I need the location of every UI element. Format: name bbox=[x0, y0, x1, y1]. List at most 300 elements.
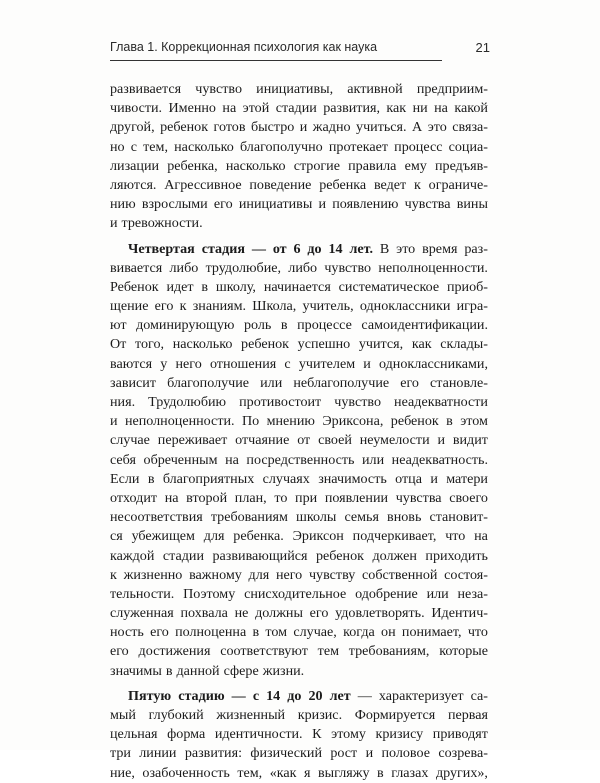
text-line bbox=[110, 566, 488, 585]
word: неадекватность. bbox=[391, 451, 488, 468]
word: склады- bbox=[440, 336, 488, 353]
word: насколько bbox=[225, 157, 286, 174]
word: ребенка bbox=[319, 176, 367, 193]
word: или bbox=[362, 451, 385, 468]
word: созрева- bbox=[438, 745, 488, 762]
word: себя bbox=[110, 451, 136, 468]
word: ние, bbox=[110, 764, 135, 781]
word: в bbox=[201, 278, 209, 295]
text-line bbox=[110, 585, 488, 604]
word: развивающийся bbox=[212, 547, 308, 564]
word: развития, bbox=[323, 100, 380, 117]
word: жадно bbox=[312, 119, 351, 136]
bold-word: 6 bbox=[293, 240, 301, 257]
word: отношения bbox=[209, 355, 277, 372]
word: подчеркивает, bbox=[352, 528, 437, 545]
bold-word: до bbox=[307, 240, 322, 257]
word: знаниям. bbox=[192, 298, 247, 315]
word: начинается bbox=[263, 278, 331, 295]
text-line bbox=[110, 642, 488, 661]
word: неумелости bbox=[359, 432, 430, 449]
body-text bbox=[110, 80, 488, 783]
bold-word: — bbox=[251, 240, 266, 257]
word: но bbox=[110, 138, 125, 155]
word: своего bbox=[449, 489, 488, 506]
word: По bbox=[241, 413, 260, 430]
word: его bbox=[309, 605, 329, 622]
word: половое bbox=[381, 745, 430, 762]
word: важному bbox=[189, 566, 242, 583]
word: на bbox=[474, 528, 488, 545]
word: рост bbox=[330, 745, 358, 762]
bold-word: с bbox=[252, 687, 260, 704]
text-line bbox=[110, 99, 488, 118]
word: готов bbox=[213, 119, 246, 136]
bold-word: до bbox=[287, 687, 302, 704]
word: лизации bbox=[110, 157, 160, 174]
word: нию bbox=[110, 196, 136, 213]
word: социа- bbox=[448, 138, 488, 155]
word: его bbox=[150, 624, 169, 641]
word: чувство bbox=[324, 259, 372, 276]
word: значимы bbox=[110, 662, 162, 679]
paragraph-2 bbox=[110, 240, 488, 681]
word: характеризует bbox=[378, 687, 464, 704]
word: глубокий bbox=[148, 707, 204, 723]
chapter-title: Глава 1. Коррекционная психология как наука bbox=[110, 40, 378, 54]
word: благоприятных bbox=[162, 470, 255, 487]
text-line bbox=[110, 157, 488, 176]
word: Если bbox=[110, 470, 140, 487]
word: к bbox=[414, 176, 421, 193]
word: понимает, bbox=[401, 624, 462, 641]
word: Эриксона, bbox=[322, 413, 384, 430]
word: либо bbox=[288, 259, 318, 276]
word: Ребенок bbox=[110, 278, 159, 295]
text-line bbox=[110, 214, 488, 233]
word: него bbox=[275, 566, 303, 583]
word: при bbox=[295, 489, 318, 506]
text-line bbox=[110, 176, 488, 195]
word: школу, bbox=[215, 278, 256, 295]
word: систематическое bbox=[338, 278, 440, 295]
word: доминирующую bbox=[136, 317, 235, 334]
word: состоя- bbox=[444, 566, 488, 583]
word: тем bbox=[317, 643, 339, 660]
word: вновь bbox=[387, 509, 422, 526]
word: или bbox=[260, 374, 283, 391]
word: Эриксон bbox=[292, 528, 344, 545]
word: приходить bbox=[425, 547, 488, 564]
word: ребенка. bbox=[233, 528, 284, 545]
word: ся bbox=[110, 528, 123, 545]
word: план, bbox=[234, 489, 267, 506]
word: что bbox=[467, 624, 488, 641]
word: Идентич- bbox=[431, 605, 488, 622]
word: жизни. bbox=[262, 662, 305, 679]
word: похвала bbox=[180, 605, 228, 622]
word: ему bbox=[404, 157, 427, 174]
text-line bbox=[110, 547, 488, 566]
text-line bbox=[110, 374, 488, 393]
word: предъяв- bbox=[435, 157, 488, 174]
text-line bbox=[110, 138, 488, 157]
word: к bbox=[179, 298, 187, 315]
text-line bbox=[110, 725, 488, 744]
word: тем, bbox=[237, 764, 263, 781]
word: одноклассники bbox=[359, 298, 451, 315]
word: того, bbox=[135, 336, 165, 353]
word: семья bbox=[344, 509, 379, 526]
bold-word: — bbox=[231, 687, 246, 704]
word: тревожности. bbox=[121, 215, 203, 232]
word: Формируется bbox=[354, 707, 436, 723]
word: случаях bbox=[262, 470, 310, 487]
word: Поэтому bbox=[183, 585, 236, 602]
word: и bbox=[437, 432, 446, 449]
bold-word: 20 bbox=[308, 687, 323, 704]
word: значимость bbox=[318, 470, 387, 487]
word: предприим- bbox=[416, 81, 488, 97]
text-line bbox=[110, 527, 488, 546]
header-rule bbox=[110, 60, 442, 61]
word: тельности. bbox=[110, 585, 175, 602]
word: неполноценности. bbox=[124, 413, 235, 430]
word: и bbox=[110, 215, 118, 232]
word: полноценна bbox=[175, 624, 247, 641]
word: для bbox=[248, 566, 270, 583]
bold-word: Пятую bbox=[128, 687, 172, 704]
word: собственной bbox=[362, 566, 438, 583]
word: ребенок bbox=[316, 547, 364, 564]
word: его bbox=[154, 298, 174, 315]
word: Именно bbox=[168, 100, 216, 117]
word: и bbox=[363, 355, 371, 372]
bold-word: Четвертая bbox=[128, 240, 195, 257]
text-line bbox=[110, 744, 488, 763]
word: благополучие bbox=[167, 374, 250, 391]
word: в bbox=[446, 413, 453, 430]
word: игра- bbox=[456, 298, 488, 315]
word: ют bbox=[110, 317, 127, 334]
word: и bbox=[365, 745, 374, 762]
word: с bbox=[130, 138, 137, 155]
word: это bbox=[427, 119, 447, 136]
word: неполноценности. bbox=[378, 259, 488, 276]
word: взрослыми bbox=[141, 196, 208, 213]
bold-word: лет. bbox=[349, 240, 373, 257]
word: учитель, bbox=[302, 298, 354, 315]
word: другой, bbox=[110, 119, 155, 136]
word: неза- bbox=[457, 585, 488, 602]
word: не bbox=[234, 605, 249, 622]
word: Агрессивное bbox=[164, 176, 242, 193]
text-line bbox=[110, 278, 488, 297]
word: время bbox=[422, 240, 458, 257]
word: снисходительное bbox=[244, 585, 347, 602]
bold-word: стадию bbox=[178, 687, 225, 704]
word: активной bbox=[347, 81, 403, 97]
word: Трудолюбию bbox=[148, 394, 227, 410]
word: какой bbox=[454, 100, 488, 117]
word: самоидентификации. bbox=[361, 317, 488, 334]
word: быстро bbox=[250, 119, 295, 136]
text-line bbox=[110, 80, 488, 99]
word: идентичности. bbox=[214, 726, 303, 743]
word: щение bbox=[110, 298, 149, 315]
word: второй bbox=[186, 489, 228, 506]
text-line bbox=[110, 470, 488, 489]
word: ния. bbox=[110, 394, 136, 410]
text-line bbox=[110, 335, 488, 354]
bold-word: лет bbox=[329, 687, 351, 704]
bold-word: 14 bbox=[266, 687, 281, 704]
word: соответствуют bbox=[220, 643, 308, 660]
word: становит- bbox=[429, 509, 488, 526]
word: на bbox=[434, 100, 448, 117]
word: одобрение bbox=[355, 585, 418, 602]
word: его bbox=[213, 196, 233, 213]
word: ни bbox=[412, 100, 428, 117]
word: от bbox=[297, 432, 311, 449]
word: процесс bbox=[394, 138, 443, 155]
word: должен bbox=[372, 547, 417, 564]
word: для bbox=[203, 528, 225, 545]
word: каждой bbox=[110, 547, 155, 564]
word: чувства bbox=[395, 489, 442, 506]
word: выгляжу bbox=[318, 764, 370, 781]
word: несоответствия bbox=[110, 509, 203, 526]
word: отца bbox=[395, 470, 422, 487]
word: инициативы bbox=[238, 196, 313, 213]
word: это bbox=[396, 240, 416, 257]
word: в bbox=[252, 624, 260, 641]
word: посредственность bbox=[246, 451, 355, 468]
word: достижения bbox=[138, 643, 211, 660]
word: или bbox=[426, 585, 449, 602]
word: него bbox=[175, 355, 202, 372]
word: требованиям, bbox=[348, 643, 430, 660]
text-line bbox=[110, 662, 488, 681]
word: тем, bbox=[143, 138, 168, 155]
text-line bbox=[110, 316, 488, 335]
word: ность bbox=[110, 624, 144, 641]
word: ребенок bbox=[390, 413, 439, 430]
word: и bbox=[318, 196, 327, 213]
text-line bbox=[110, 623, 488, 642]
text-line bbox=[110, 431, 488, 450]
text-line bbox=[110, 297, 488, 316]
word: убежищем bbox=[131, 528, 195, 545]
word: данной bbox=[176, 662, 220, 679]
word: отчаяние bbox=[235, 432, 290, 449]
word: отходит bbox=[110, 489, 158, 506]
word: раз- bbox=[464, 240, 488, 257]
word: неадекватности bbox=[394, 394, 488, 410]
word: появлении bbox=[324, 489, 389, 506]
word: роль bbox=[243, 317, 272, 334]
bold-word: стадия bbox=[201, 240, 245, 257]
word: связа- bbox=[452, 119, 488, 136]
word: ребенок bbox=[160, 119, 209, 136]
word: удовлетворять. bbox=[335, 605, 425, 622]
word: в bbox=[377, 764, 384, 781]
word: чувство bbox=[334, 394, 381, 410]
word: физический bbox=[250, 745, 322, 762]
word: должны bbox=[255, 605, 303, 622]
word: ведет bbox=[373, 176, 407, 193]
word: процессе bbox=[297, 317, 352, 334]
word: у bbox=[160, 355, 168, 372]
word: чивости. bbox=[110, 100, 163, 117]
word: на bbox=[225, 451, 239, 468]
word: появлению bbox=[332, 196, 399, 213]
word: учится, bbox=[358, 336, 404, 353]
word: и bbox=[430, 470, 438, 487]
word: этом bbox=[460, 413, 488, 430]
word: и bbox=[110, 413, 118, 430]
word: ребенок bbox=[241, 336, 290, 353]
word: развития: bbox=[184, 745, 242, 762]
word: к bbox=[110, 566, 117, 583]
text-line bbox=[110, 451, 488, 470]
word: становле- bbox=[430, 374, 488, 391]
text-line bbox=[110, 508, 488, 527]
word: насколько bbox=[172, 336, 233, 353]
word: мый bbox=[110, 707, 136, 723]
word: случае bbox=[110, 432, 150, 449]
text-line bbox=[110, 489, 488, 508]
word: одноклассниками, bbox=[378, 355, 488, 372]
word: протекает bbox=[328, 138, 389, 155]
word: инициативы, bbox=[256, 81, 334, 97]
word: жизненный bbox=[216, 707, 286, 723]
word: сфере bbox=[223, 662, 259, 679]
word: линии bbox=[139, 745, 177, 762]
word: «как bbox=[269, 764, 297, 781]
word: развивается bbox=[110, 81, 182, 97]
word: вивается bbox=[110, 259, 163, 276]
running-header bbox=[110, 38, 490, 60]
word: противостоит bbox=[239, 394, 322, 410]
word: кризису bbox=[375, 726, 424, 743]
word: цельная bbox=[110, 726, 158, 743]
text-line bbox=[110, 240, 488, 259]
text-line bbox=[110, 195, 488, 214]
bold-word: от bbox=[272, 240, 287, 257]
word: его bbox=[110, 643, 129, 660]
word: вины bbox=[456, 196, 488, 213]
text-line bbox=[110, 393, 488, 412]
word: са- bbox=[470, 687, 488, 704]
word: Школа, bbox=[252, 298, 297, 315]
paragraph-3 bbox=[110, 687, 488, 783]
word: трудолюбие, bbox=[205, 259, 282, 276]
word: строгие bbox=[293, 157, 340, 174]
word: идет bbox=[166, 278, 194, 295]
word: школы bbox=[295, 509, 337, 526]
text-line bbox=[110, 412, 488, 431]
paragraph-1 bbox=[110, 80, 488, 234]
word: том bbox=[265, 624, 288, 641]
word: три bbox=[110, 745, 131, 762]
word: учиться. bbox=[356, 119, 407, 136]
text-line bbox=[110, 259, 488, 278]
word: видит bbox=[452, 432, 488, 449]
word: стадии bbox=[275, 100, 317, 117]
word: От bbox=[110, 336, 127, 353]
word: К bbox=[312, 726, 322, 743]
word: кризис. bbox=[297, 707, 343, 723]
word: благополучно bbox=[239, 138, 323, 155]
word: он bbox=[381, 624, 396, 641]
word: которые bbox=[439, 643, 488, 660]
text-line bbox=[110, 764, 488, 783]
word: ваются bbox=[110, 355, 153, 372]
word: правила bbox=[348, 157, 397, 174]
word: случае, bbox=[293, 624, 337, 641]
word: в bbox=[165, 662, 173, 679]
word: форма bbox=[167, 726, 206, 743]
word: в bbox=[280, 317, 288, 334]
word: в bbox=[147, 470, 155, 487]
bold-word: 14 bbox=[328, 240, 343, 257]
word: первая bbox=[447, 707, 488, 723]
word: чувству bbox=[308, 566, 356, 583]
text-line bbox=[110, 604, 488, 623]
word: матери bbox=[446, 470, 488, 487]
word: поведение bbox=[249, 176, 312, 193]
word: озабоченность bbox=[142, 764, 230, 781]
word: как bbox=[411, 336, 432, 353]
word: своей bbox=[318, 432, 352, 449]
word: с bbox=[284, 355, 291, 372]
word: когда bbox=[343, 624, 375, 641]
word: его bbox=[400, 374, 419, 391]
word: мнению bbox=[266, 413, 315, 430]
word: переживает bbox=[157, 432, 228, 449]
word: на bbox=[222, 100, 237, 117]
text-line bbox=[110, 118, 488, 137]
word: этому bbox=[331, 726, 366, 743]
word: других», bbox=[435, 764, 488, 781]
word: глазах bbox=[391, 764, 429, 781]
word: приоб- bbox=[446, 278, 488, 295]
word: А bbox=[412, 119, 423, 136]
word: В bbox=[379, 240, 390, 257]
word: и bbox=[299, 119, 308, 136]
word: я bbox=[304, 764, 311, 781]
word: приводят bbox=[432, 726, 488, 743]
word: чувство bbox=[195, 81, 243, 97]
text-line bbox=[110, 355, 488, 374]
word: ребенка, bbox=[167, 157, 218, 174]
page-number: 21 bbox=[475, 40, 490, 55]
word: насколько bbox=[174, 138, 234, 155]
text-line bbox=[110, 706, 488, 725]
word: учителем bbox=[298, 355, 356, 372]
word: как bbox=[386, 100, 407, 117]
word: жизненно bbox=[123, 566, 183, 583]
word: стадии bbox=[162, 547, 204, 564]
word: то bbox=[274, 489, 288, 506]
word: чувства bbox=[404, 196, 451, 213]
text-line bbox=[110, 687, 488, 706]
word: обреченным bbox=[143, 451, 218, 468]
word: — bbox=[357, 687, 372, 704]
word: что bbox=[445, 528, 466, 545]
word: требованиям bbox=[210, 509, 288, 526]
